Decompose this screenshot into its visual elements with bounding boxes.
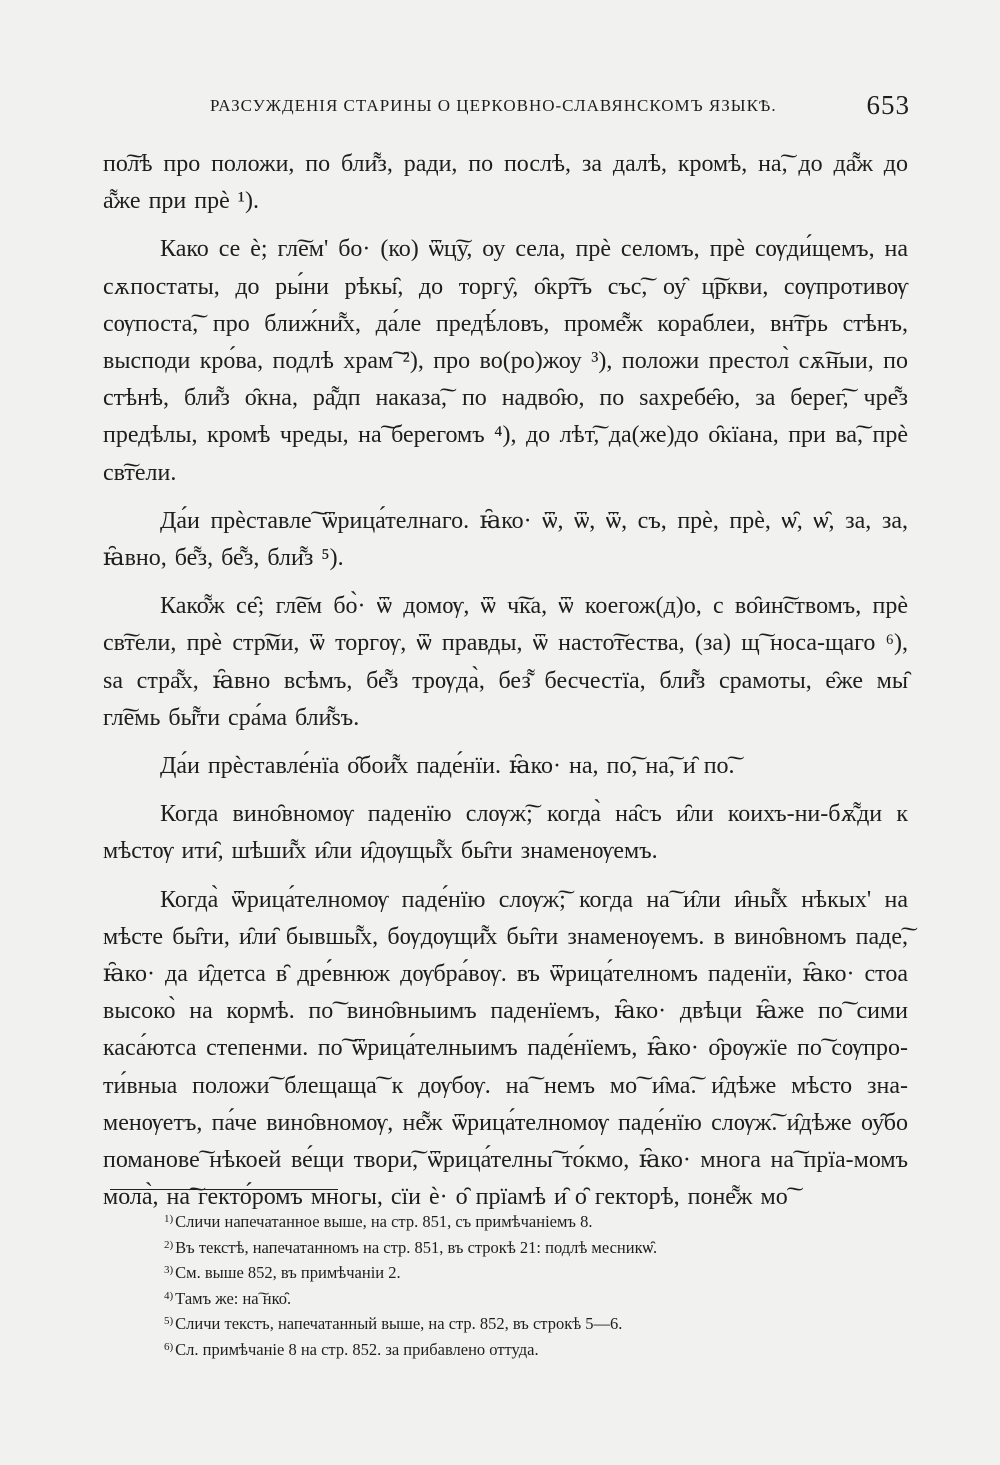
footnote-mark: 4) <box>164 1289 174 1302</box>
footnote-text: См. выше 852, въ примѣчаніи 2. <box>175 1263 401 1282</box>
page-number: 653 <box>866 90 910 120</box>
running-head: РАЗСУЖДЕНІЯ СТАРИНЫ О ЦЕРКОВНО-СЛАВЯНСКОМЪ ЯЗЫКѢ. <box>210 96 777 115</box>
footnote <box>164 1285 904 1311</box>
footnote-mark: 3) <box>164 1264 174 1276</box>
footnote-mark: 1) <box>164 1213 174 1225</box>
footnote <box>164 1336 904 1362</box>
footnote-text: Въ текстѣ, напечатанномъ на стр. 851, въ строкѣ 21: подлѣ месникѡ̑. <box>175 1237 658 1257</box>
paragraph: Когда вино̑вномѹ паденїю слѹж͠; когда̀ на̑съ и̑ли коихъ-ни-бѫ͌ди к мѣстѹ ити̑, шѣши͌х и̑ли и̑дѹщы͌х бы̑ти знаменѹемъ. <box>103 801 908 865</box>
paragraph: Да́и прѐставле͠ ѿрица́телнаго. ꙗ̑ко· ѿ, ѿ, ѿ, съ, прѐ, прѐ, ѡ̑, ѡ̑, за, за, ꙗ̑вно, бе͌з, бе͌з, бли͌з ⁵). <box>103 507 908 572</box>
paragraph: Да́и прѐставле́нїа о̑бои͌х паде́нїи. ꙗ̑ко· на, по͠, на͠, и̑ по͠. <box>160 753 735 780</box>
main-text <box>103 146 908 1227</box>
footnote-text: Сличи текстъ, напечатанный выше, на стр. 852, въ строкѣ 5—6. <box>175 1314 623 1333</box>
footnote-text: Тамъ же: на͠ нко̑. <box>175 1288 292 1308</box>
paragraph: Како͌ж се̑; гл͠ем бо̀· ѿ домѹ, ѿ ч͠ка, ѿ коегож(д)о, с во̑ин͠ствомъ, прѐ св͠тели, прѐ стр͠ми, ѿ торгѹ, ѿ правды, ѿ насто͠тества, (за) щ͠ носа-щаго ⁶), ѕа стра͌х, ꙗ̑вно всѣмъ, бе͌з трѹда̀, без͌ бесчестїа, бли͌з срамоты, е̑же мы̑ гл͠емь бы͌ти сра́ма бли͌ѕъ. <box>103 593 908 731</box>
footnote-text: Сл. примѣчаніе 8 на стр. 852. за прибавлено оттуда. <box>175 1339 539 1359</box>
paragraph: по͠лѣ про положи, по бли͌з, ради, по послѣ, за далѣ, кромѣ, на͠, до да͌ж до а͌же при прѐ ¹). <box>103 151 908 215</box>
footnote-divider <box>110 1189 338 1190</box>
footnote-text: Сличи напечатанное выше, на стр. 851, съ примѣчаніемъ 8. <box>175 1212 593 1231</box>
footnote <box>164 1234 904 1260</box>
footnote <box>164 1208 904 1234</box>
footnote <box>164 1310 904 1336</box>
footnote-mark: 2) <box>164 1238 174 1251</box>
footnote <box>164 1259 904 1285</box>
footnote-mark: 6) <box>164 1340 174 1353</box>
paragraph: Когда̀ ѿрица́телномѹ паде́нїю слѹж͠; когда на͠ и̑ли и̑ны͌х нѣкых' на мѣсте бы̑ти, и̑ли̑ бывшы͌х, бѹдѹщи͌х бы̑ти знаменѹемъ. в вино̑вномъ паде͠, ꙗ̑ко· да и̑детса в̑ дре́внюж дѹбра́вѹ. въ ѿрица́телномъ паденїи, ꙗ̑ко· стоа высоко̀ на кормѣ. по͠ вино̑вныимъ паденїемъ, ꙗ̑ко· двѣци ꙗ̑же по͠ сими каса́ютса степенми. по͠ ѿрица́телныимъ паде́нїемъ, ꙗ̑ко· о̑рѹжїе по͠ сѹпро-ти́вныа положи͠ блещаща͠ к дѹбѹ. на͠ немъ мо͠ и̑ма͠. и̑дѣже мѣсто зна-менѹетъ, па́че вино̑вномѹ, не͌ж ѿрица́телномѹ паде́нїю слѹж͠. и̑дѣже оу̑бо поманове͠ нѣкоей ве́щи твори͠, ѿрица́телны͠ то́кмо, ꙗ̑ко· многа на͠ прїа-момъ мола̀, на͠ гекто́ромъ многы, сїи ѐ· о̑ прїамѣ и̑ о̑ гекторѣ, поне͌ж мо͠ <box>103 886 908 1211</box>
footnotes <box>164 1208 904 1361</box>
footnote-mark: 5) <box>164 1315 174 1327</box>
page-header <box>100 90 910 130</box>
paragraph: Како се ѐ; гл͠ем' бо· (ко) ѿц͠у, оу села, прѐ селомъ, прѐ сѹди́щемъ, на сѫпостаты, до ры́ни рѣкы̑, до торгу̑, о̑кр͠тъ със͠, оу̑ ц͠ркви, сѹпротивѹ сѹпоста͠, про ближ́ни͌х, да́ле предѣ́ловъ, проме͌ж кораблеи, вн͠трь стѣнъ, высподи кро́ва, подлѣ храм͠ ²), про во(ро)жоу ³), положи престол̀ сѫ͠ныи, по стѣнѣ, бли͌з о̑кна, ра͌дп наказа͠, по надво̑ю, по ѕахребе̑ю, за берег͠, чре͌з предѣлы, кромѣ чреды, на͠ берегомъ ⁴), до лѣт͠, да(же)до о̑кїана, при ва͠, прѐ св͠тели. <box>103 236 908 486</box>
